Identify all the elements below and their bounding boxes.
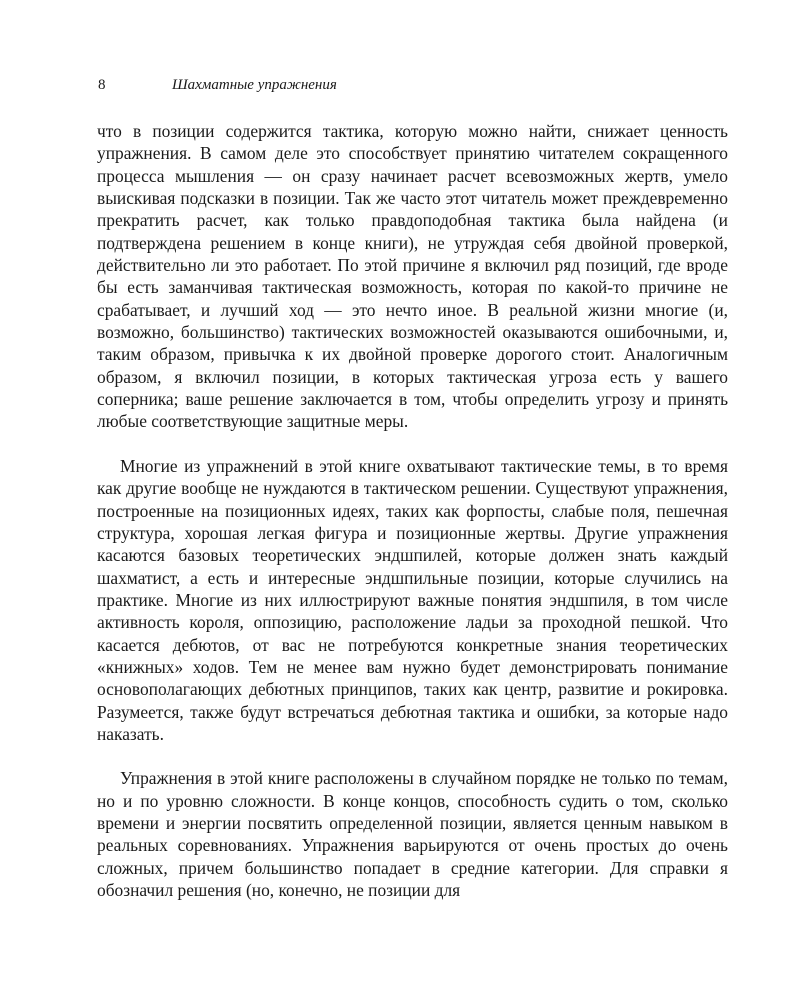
paragraph-1: что в позиции содержится тактика, которую можно найти, снижает ценность упражнения. В самом деле это способствует принятию читателем сокращенного процесса мышления — он сразу начинает расчет всевозможных жертв, умело выискивая подсказки в позиции. Так же часто этот читатель может преждевременно прекратить расчет, как только правдоподобная тактика была найдена (и подтверждена решением в конце книги), не утруждая себя двойной проверкой, действительно ли это работает. По этой причине я включил ряд позиций, где вроде бы есть заманчивая тактическая возможность, которая по какой-то причине не срабатывает, и лучший ход — это нечто иное. В реальной жизни многие (и, возможно, большинство) тактических возможностей оказываются ошибочными, и, таким образом, привычка к их двойной проверке дорогого стоит. Аналогичным образом, я включил позиции, в которых тактическая угроза есть у вашего соперника; ваше решение заключается в том, чтобы определить угрозу и принять любые соответствующие защитные меры. — [97, 121, 728, 432]
paragraph-2: Многие из упражнений в этой книге охватывают тактические темы, в то время как другие вообще не нуждаются в тактическом решении. Существуют упражнения, построенные на позиционных идеях, таких как форпосты, слабые поля, пешечная структура, хорошая легкая фигура и позиционные жертвы. Другие упражнения касаются базовых теоретических эндшпилей, которые должен знать каждый шахматист, а есть и интересные эндшпильные позиции, которые случились на практике. Многие из них иллюстрируют важные понятия эндшпиля, в том числе активность короля, оппозицию, расположение ладьи за проходной пешкой. Что касается дебютов, от вас не потребуются конкретные знания теоретических «книжных» ходов. Тем не менее вам нужно будет демонстрировать понимание основополагающих дебютных принципов, таких как центр, развитие и рокировка. Разумеется, также будут встречаться дебютная тактика и ошибки, за которые надо наказать. — [97, 455, 728, 744]
paragraph-3: Упражнения в этой книге расположены в случайном порядке не только по темам, но и по уровню сложности. В конце концов, способность судить о том, сколько времени и энергии посвятить определенной позиции, является ценным навыком в реальных соревнованиях. Упражнения варьируются от очень простых до очень сложных, причем большинство попадает в средние категории. Для справки я обозначил решения (но, конечно, не позиции для — [97, 768, 728, 900]
running-title: Шахматные упражнения — [172, 77, 337, 93]
text-body — [97, 120, 728, 901]
page-number: 8 — [98, 77, 106, 93]
page-header — [98, 74, 738, 96]
